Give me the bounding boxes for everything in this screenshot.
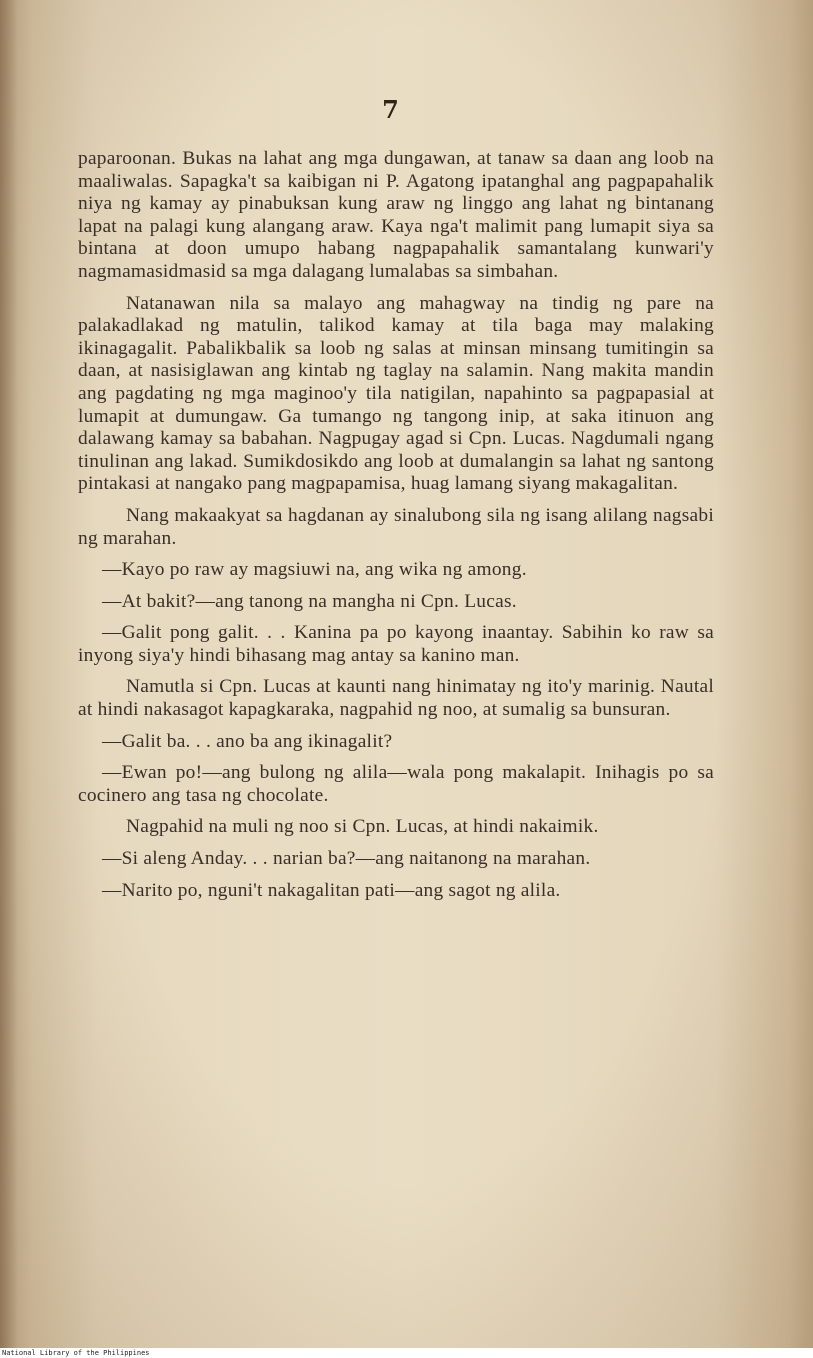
- dialogue-line: —Si aleng Anday. . . narian ba?—ang naitanong na marahan.: [102, 848, 591, 870]
- dialogue-line: —Kayo po raw ay magsiuwi na, ang wika ng among.: [102, 559, 527, 581]
- dialogue-line: —Galit ba. . . ano ba ang ikinagalit?: [102, 730, 393, 752]
- page-number: 7: [382, 95, 399, 124]
- dialogue-line: —Galit pong galit. . . Kanina pa po kayong inaantay. Sabihin ko raw sa inyong siya'y hindi bihasang mag antay sa kanino man.: [78, 622, 714, 666]
- paragraph: paparoonan. Bukas na lahat ang mga dungawan, at tanaw sa daan ang loob na maaliwalas. Sapagka't sa kaibigan ni P. Agatong ipatanghal ang pagpapahalik niya ng kamay ay pinabuksan kung araw ng linggo ang lahat ng bintanang lapat na palagi kung alangang araw. Kaya nga't malimit pang lumapit siya sa bintana at doon umupo habang nagpapahalik samantalang kunwari'y nagmamasidmasid sa mga dalagang lumalabas sa simbahan.: [78, 148, 714, 282]
- page-edge-shadow: [0, 0, 18, 1348]
- paragraph: Nagpahid na muli ng noo si Cpn. Lucas, at hindi nakaimik.: [126, 816, 599, 838]
- library-credit: National Library of the Philippines: [2, 1349, 150, 1357]
- paragraph: Natanawan nila sa malayo ang mahagway na tindig ng pare na palakadlakad ng matulin, talikod kamay at tila baga may malaking ikinagagalit. Pabalikbalik sa loob ng salas at minsan minsang tumitingin sa daan, at nasisiglawan ang kintab ng taglay na salamin. Nang makita mandin ang pagdating ng mga maginoo'y tila natigilan, napahinto sa pagpapasial at lumapit at dumungaw. Ga tumango ng tangong inip, at saka itinuon ang dalawang kamay sa babahan. Nagpugay agad si Cpn. Lucas. Nagdumali ngang tinulinan ang lakad. Sumikdosikdo ang loob at dumalangin sa lahat ng santong pintakasi at nangako pang magpapamisa, huag lamang siyang makagalitan.: [78, 292, 714, 495]
- dialogue-line: —Narito po, nguni't nakagalitan pati—ang sagot ng alila.: [102, 879, 561, 901]
- dialogue-line: —At bakit?—ang tanong na mangha ni Cpn. Lucas.: [102, 590, 517, 612]
- body-text: [78, 148, 714, 911]
- paragraph: Nang makaakyat sa hagdanan ay sinalubong sila ng isang alilang nagsabi ng marahan.: [78, 504, 714, 549]
- paragraph: Namutla si Cpn. Lucas at kaunti nang hinimatay ng ito'y marinig. Nautal at hindi nakasagot kapagkaraka, nagpahid ng noo, at sumalig sa bunsuran.: [78, 676, 714, 721]
- dialogue-line: —Ewan po!—ang bulong ng alila—wala pong makalapit. Inihagis po sa cocinero ang tasa ng chocolate.: [78, 762, 714, 806]
